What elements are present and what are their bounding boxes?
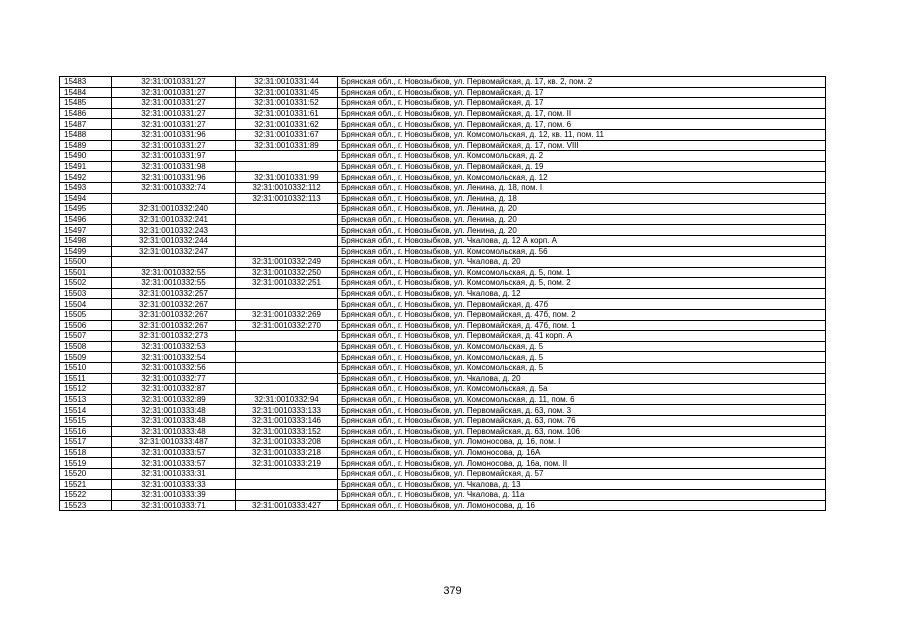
table-row (60, 458, 826, 469)
parcel-cadastral-number-cell: 32:31:0010332:54 (112, 352, 236, 363)
address-cell: Брянская обл., г. Новозыбков, ул. Ломоносова, д. 16, пом. I (338, 437, 826, 448)
row-number-cell: 15495 (60, 204, 112, 215)
table-row (60, 225, 826, 236)
table-row (60, 363, 826, 374)
row-number-cell: 15496 (60, 214, 112, 225)
parcel-cadastral-number-cell: 32:31:0010332:241 (112, 214, 236, 225)
table-row (60, 140, 826, 151)
address-cell: Брянская обл., г. Новозыбков, ул. Ленина, д. 18 (338, 193, 826, 204)
row-number-cell: 15517 (60, 437, 112, 448)
parcel-cadastral-number-cell: 32:31:0010333:31 (112, 468, 236, 479)
parcel-cadastral-number-cell: 32:31:0010333:71 (112, 500, 236, 511)
object-cadastral-number-cell: 32:31:0010332:249 (236, 257, 338, 268)
address-cell: Брянская обл., г. Новозыбков, ул. Первомайская, д. 63, пом. 3 (338, 405, 826, 416)
row-number-cell: 15492 (60, 172, 112, 183)
row-number-cell: 15504 (60, 299, 112, 310)
address-cell: Брянская обл., г. Новозыбков, ул. Чкалова, д. 11а (338, 490, 826, 501)
object-cadastral-number-cell (236, 373, 338, 384)
object-cadastral-number-cell: 32:31:0010332:269 (236, 310, 338, 321)
address-cell: Брянская обл., г. Новозыбков, ул. Комсомольская, д. 5, пом. 2 (338, 278, 826, 289)
row-number-cell: 15523 (60, 500, 112, 511)
parcel-cadastral-number-cell: 32:31:0010333:57 (112, 447, 236, 458)
address-cell: Брянская обл., г. Новозыбков, ул. Комсомольская, д. 56 (338, 246, 826, 257)
address-cell: Брянская обл., г. Новозыбков, ул. Комсомольская, д. 2 (338, 151, 826, 162)
registry-table-body (60, 77, 826, 511)
row-number-cell: 15516 (60, 426, 112, 437)
table-row (60, 426, 826, 437)
row-number-cell: 15486 (60, 108, 112, 119)
parcel-cadastral-number-cell: 32:31:0010332:244 (112, 235, 236, 246)
table-row (60, 151, 826, 162)
object-cadastral-number-cell: 32:31:0010331:99 (236, 172, 338, 183)
table-row (60, 288, 826, 299)
row-number-cell: 15497 (60, 225, 112, 236)
row-number-cell: 15507 (60, 331, 112, 342)
address-cell: Брянская обл., г. Новозыбков, ул. Первомайская, д. 17 (338, 98, 826, 109)
address-cell: Брянская обл., г. Новозыбков, ул. Ломоносова, д. 16а, пом. II (338, 458, 826, 469)
cadastral-registry-table (59, 76, 826, 511)
object-cadastral-number-cell (236, 352, 338, 363)
object-cadastral-number-cell (236, 384, 338, 395)
object-cadastral-number-cell: 32:31:0010331:52 (236, 98, 338, 109)
row-number-cell: 15493 (60, 182, 112, 193)
address-cell: Брянская обл., г. Новозыбков, ул. Комсомольская, д. 11, пом. 6 (338, 394, 826, 405)
parcel-cadastral-number-cell: 32:31:0010332:267 (112, 299, 236, 310)
row-number-cell: 15487 (60, 119, 112, 130)
address-cell: Брянская обл., г. Новозыбков, ул. Комсомольская, д. 5 (338, 352, 826, 363)
table-row (60, 394, 826, 405)
table-row (60, 352, 826, 363)
object-cadastral-number-cell (236, 235, 338, 246)
table-row (60, 341, 826, 352)
row-number-cell: 15498 (60, 235, 112, 246)
object-cadastral-number-cell (236, 151, 338, 162)
table-row (60, 490, 826, 501)
row-number-cell: 15500 (60, 257, 112, 268)
address-cell: Брянская обл., г. Новозыбков, ул. Комсомольская, д. 12, кв. 11, пом. 11 (338, 129, 826, 140)
row-number-cell: 15519 (60, 458, 112, 469)
parcel-cadastral-number-cell: 32:31:0010332:267 (112, 310, 236, 321)
parcel-cadastral-number-cell: 32:31:0010331:27 (112, 140, 236, 151)
object-cadastral-number-cell (236, 214, 338, 225)
table-row (60, 267, 826, 278)
address-cell: Брянская обл., г. Новозыбков, ул. Чкалова, д. 20 (338, 373, 826, 384)
parcel-cadastral-number-cell: 32:31:0010333:48 (112, 416, 236, 427)
object-cadastral-number-cell (236, 479, 338, 490)
parcel-cadastral-number-cell: 32:31:0010333:48 (112, 405, 236, 416)
table-row (60, 384, 826, 395)
table-row (60, 416, 826, 427)
parcel-cadastral-number-cell: 32:31:0010331:97 (112, 151, 236, 162)
row-number-cell: 15520 (60, 468, 112, 479)
address-cell: Брянская обл., г. Новозыбков, ул. Первомайская, д. 17, пом. 6 (338, 119, 826, 130)
parcel-cadastral-number-cell: 32:31:0010332:55 (112, 267, 236, 278)
parcel-cadastral-number-cell: 32:31:0010333:39 (112, 490, 236, 501)
address-cell: Брянская обл., г. Новозыбков, ул. Первомайская, д. 47б, пом. 2 (338, 310, 826, 321)
row-number-cell: 15490 (60, 151, 112, 162)
address-cell: Брянская обл., г. Новозыбков, ул. Первомайская, д. 63, пом. 106 (338, 426, 826, 437)
object-cadastral-number-cell (236, 490, 338, 501)
parcel-cadastral-number-cell: 32:31:0010333:57 (112, 458, 236, 469)
row-number-cell: 15506 (60, 320, 112, 331)
parcel-cadastral-number-cell: 32:31:0010331:27 (112, 77, 236, 88)
row-number-cell: 15501 (60, 267, 112, 278)
row-number-cell: 15513 (60, 394, 112, 405)
parcel-cadastral-number-cell: 32:31:0010332:247 (112, 246, 236, 257)
object-cadastral-number-cell: 32:31:0010331:61 (236, 108, 338, 119)
object-cadastral-number-cell: 32:31:0010332:251 (236, 278, 338, 289)
object-cadastral-number-cell: 32:31:0010332:112 (236, 182, 338, 193)
table-row (60, 182, 826, 193)
table-row (60, 108, 826, 119)
table-row (60, 77, 826, 88)
table-row (60, 447, 826, 458)
object-cadastral-number-cell (236, 288, 338, 299)
table-row (60, 129, 826, 140)
table-row (60, 310, 826, 321)
row-number-cell: 15510 (60, 363, 112, 374)
table-row (60, 204, 826, 215)
object-cadastral-number-cell: 32:31:0010333:152 (236, 426, 338, 437)
parcel-cadastral-number-cell: 32:31:0010331:27 (112, 119, 236, 130)
table-row (60, 373, 826, 384)
table-row (60, 437, 826, 448)
address-cell: Брянская обл., г. Новозыбков, ул. Ломоносова, д. 16 (338, 500, 826, 511)
object-cadastral-number-cell: 32:31:0010333:208 (236, 437, 338, 448)
address-cell: Брянская обл., г. Новозыбков, ул. Комсомольская, д. 5 (338, 341, 826, 352)
object-cadastral-number-cell (236, 161, 338, 172)
parcel-cadastral-number-cell: 32:31:0010332:56 (112, 363, 236, 374)
address-cell: Брянская обл., г. Новозыбков, ул. Первомайская, д. 17, кв. 2, пом. 2 (338, 77, 826, 88)
table-row (60, 257, 826, 268)
table-row (60, 193, 826, 204)
row-number-cell: 15485 (60, 98, 112, 109)
object-cadastral-number-cell (236, 341, 338, 352)
object-cadastral-number-cell (236, 299, 338, 310)
table-row (60, 500, 826, 511)
address-cell: Брянская обл., г. Новозыбков, ул. Первомайская, д. 57 (338, 468, 826, 479)
object-cadastral-number-cell (236, 468, 338, 479)
table-row (60, 214, 826, 225)
address-cell: Брянская обл., г. Новозыбков, ул. Комсомольская, д. 5, пом. 1 (338, 267, 826, 278)
row-number-cell: 15512 (60, 384, 112, 395)
object-cadastral-number-cell: 32:31:0010331:89 (236, 140, 338, 151)
row-number-cell: 15508 (60, 341, 112, 352)
address-cell: Брянская обл., г. Новозыбков, ул. Ломоносова, д. 16А (338, 447, 826, 458)
object-cadastral-number-cell (236, 363, 338, 374)
address-cell: Брянская обл., г. Новозыбков, ул. Чкалова, д. 13 (338, 479, 826, 490)
object-cadastral-number-cell: 32:31:0010331:62 (236, 119, 338, 130)
address-cell: Брянская обл., г. Новозыбков, ул. Первомайская, д. 17, пом. VIII (338, 140, 826, 151)
table-row (60, 468, 826, 479)
object-cadastral-number-cell: 32:31:0010332:270 (236, 320, 338, 331)
object-cadastral-number-cell: 32:31:0010331:44 (236, 77, 338, 88)
table-row (60, 246, 826, 257)
parcel-cadastral-number-cell: 32:31:0010331:27 (112, 87, 236, 98)
table-row (60, 235, 826, 246)
object-cadastral-number-cell: 32:31:0010331:45 (236, 87, 338, 98)
object-cadastral-number-cell: 32:31:0010332:94 (236, 394, 338, 405)
row-number-cell: 15514 (60, 405, 112, 416)
row-number-cell: 15509 (60, 352, 112, 363)
table-row (60, 161, 826, 172)
parcel-cadastral-number-cell: 32:31:0010331:98 (112, 161, 236, 172)
row-number-cell: 15489 (60, 140, 112, 151)
row-number-cell: 15502 (60, 278, 112, 289)
row-number-cell: 15503 (60, 288, 112, 299)
object-cadastral-number-cell (236, 246, 338, 257)
object-cadastral-number-cell: 32:31:0010332:113 (236, 193, 338, 204)
row-number-cell: 15522 (60, 490, 112, 501)
address-cell: Брянская обл., г. Новозыбков, ул. Ленина, д. 20 (338, 214, 826, 225)
parcel-cadastral-number-cell: 32:31:0010331:27 (112, 108, 236, 119)
object-cadastral-number-cell: 32:31:0010333:219 (236, 458, 338, 469)
address-cell: Брянская обл., г. Новозыбков, ул. Чкалова, д. 20 (338, 257, 826, 268)
address-cell: Брянская обл., г. Новозыбков, ул. Ленина, д. 20 (338, 204, 826, 215)
parcel-cadastral-number-cell: 32:31:0010333:33 (112, 479, 236, 490)
table-row (60, 98, 826, 109)
address-cell: Брянская обл., г. Новозыбков, ул. Первомайская, д. 17 (338, 87, 826, 98)
address-cell: Брянская обл., г. Новозыбков, ул. Комсомольская, д. 5 (338, 363, 826, 374)
object-cadastral-number-cell (236, 331, 338, 342)
address-cell: Брянская обл., г. Новозыбков, ул. Ленина, д. 18, пом. I (338, 182, 826, 193)
row-number-cell: 15521 (60, 479, 112, 490)
table-row (60, 278, 826, 289)
parcel-cadastral-number-cell: 32:31:0010332:240 (112, 204, 236, 215)
table-row (60, 119, 826, 130)
parcel-cadastral-number-cell: 32:31:0010332:243 (112, 225, 236, 236)
parcel-cadastral-number-cell: 32:31:0010332:87 (112, 384, 236, 395)
parcel-cadastral-number-cell: 32:31:0010331:96 (112, 129, 236, 140)
parcel-cadastral-number-cell: 32:31:0010332:53 (112, 341, 236, 352)
object-cadastral-number-cell: 32:31:0010333:427 (236, 500, 338, 511)
parcel-cadastral-number-cell: 32:31:0010332:267 (112, 320, 236, 331)
parcel-cadastral-number-cell: 32:31:0010332:77 (112, 373, 236, 384)
parcel-cadastral-number-cell: 32:31:0010333:487 (112, 437, 236, 448)
table-row (60, 405, 826, 416)
row-number-cell: 15483 (60, 77, 112, 88)
address-cell: Брянская обл., г. Новозыбков, ул. Чкалова, д. 12 А корп. А (338, 235, 826, 246)
address-cell: Брянская обл., г. Новозыбков, ул. Первомайская, д. 63, пом. 76 (338, 416, 826, 427)
object-cadastral-number-cell: 32:31:0010333:218 (236, 447, 338, 458)
object-cadastral-number-cell: 32:31:0010332:250 (236, 267, 338, 278)
row-number-cell: 15491 (60, 161, 112, 172)
row-number-cell: 15515 (60, 416, 112, 427)
parcel-cadastral-number-cell: 32:31:0010332:74 (112, 182, 236, 193)
address-cell: Брянская обл., г. Новозыбков, ул. Первомайская, д. 41 корп. А (338, 331, 826, 342)
address-cell: Брянская обл., г. Новозыбков, ул. Комсомольская, д. 12 (338, 172, 826, 183)
row-number-cell: 15518 (60, 447, 112, 458)
object-cadastral-number-cell: 32:31:0010333:146 (236, 416, 338, 427)
row-number-cell: 15488 (60, 129, 112, 140)
table-row (60, 331, 826, 342)
table-row (60, 87, 826, 98)
object-cadastral-number-cell: 32:31:0010333:133 (236, 405, 338, 416)
parcel-cadastral-number-cell: 32:31:0010332:55 (112, 278, 236, 289)
parcel-cadastral-number-cell: 32:31:0010332:257 (112, 288, 236, 299)
object-cadastral-number-cell (236, 204, 338, 215)
object-cadastral-number-cell: 32:31:0010331:67 (236, 129, 338, 140)
parcel-cadastral-number-cell: 32:31:0010333:48 (112, 426, 236, 437)
address-cell: Брянская обл., г. Новозыбков, ул. Ленина, д. 20 (338, 225, 826, 236)
table-row (60, 320, 826, 331)
address-cell: Брянская обл., г. Новозыбков, ул. Первомайская, д. 47б, пом. 1 (338, 320, 826, 331)
parcel-cadastral-number-cell: 32:31:0010331:27 (112, 98, 236, 109)
address-cell: Брянская обл., г. Новозыбков, ул. Первомайская, д. 17, пом. II (338, 108, 826, 119)
parcel-cadastral-number-cell: 32:31:0010332:89 (112, 394, 236, 405)
row-number-cell: 15494 (60, 193, 112, 204)
object-cadastral-number-cell (236, 225, 338, 236)
table-row (60, 172, 826, 183)
parcel-cadastral-number-cell (112, 193, 236, 204)
row-number-cell: 15484 (60, 87, 112, 98)
table-row (60, 299, 826, 310)
address-cell: Брянская обл., г. Новозыбков, ул. Комсомольская, д. 5а (338, 384, 826, 395)
address-cell: Брянская обл., г. Новозыбков, ул. Чкалова, д. 12 (338, 288, 826, 299)
parcel-cadastral-number-cell: 32:31:0010332:273 (112, 331, 236, 342)
parcel-cadastral-number-cell (112, 257, 236, 268)
table-row (60, 479, 826, 490)
row-number-cell: 15511 (60, 373, 112, 384)
row-number-cell: 15505 (60, 310, 112, 321)
page-number: 379 (443, 585, 462, 597)
address-cell: Брянская обл., г. Новозыбков, ул. Первомайская, д. 47б (338, 299, 826, 310)
row-number-cell: 15499 (60, 246, 112, 257)
address-cell: Брянская обл., г. Новозыбков, ул. Первомайская, д. 19 (338, 161, 826, 172)
parcel-cadastral-number-cell: 32:31:0010331:96 (112, 172, 236, 183)
